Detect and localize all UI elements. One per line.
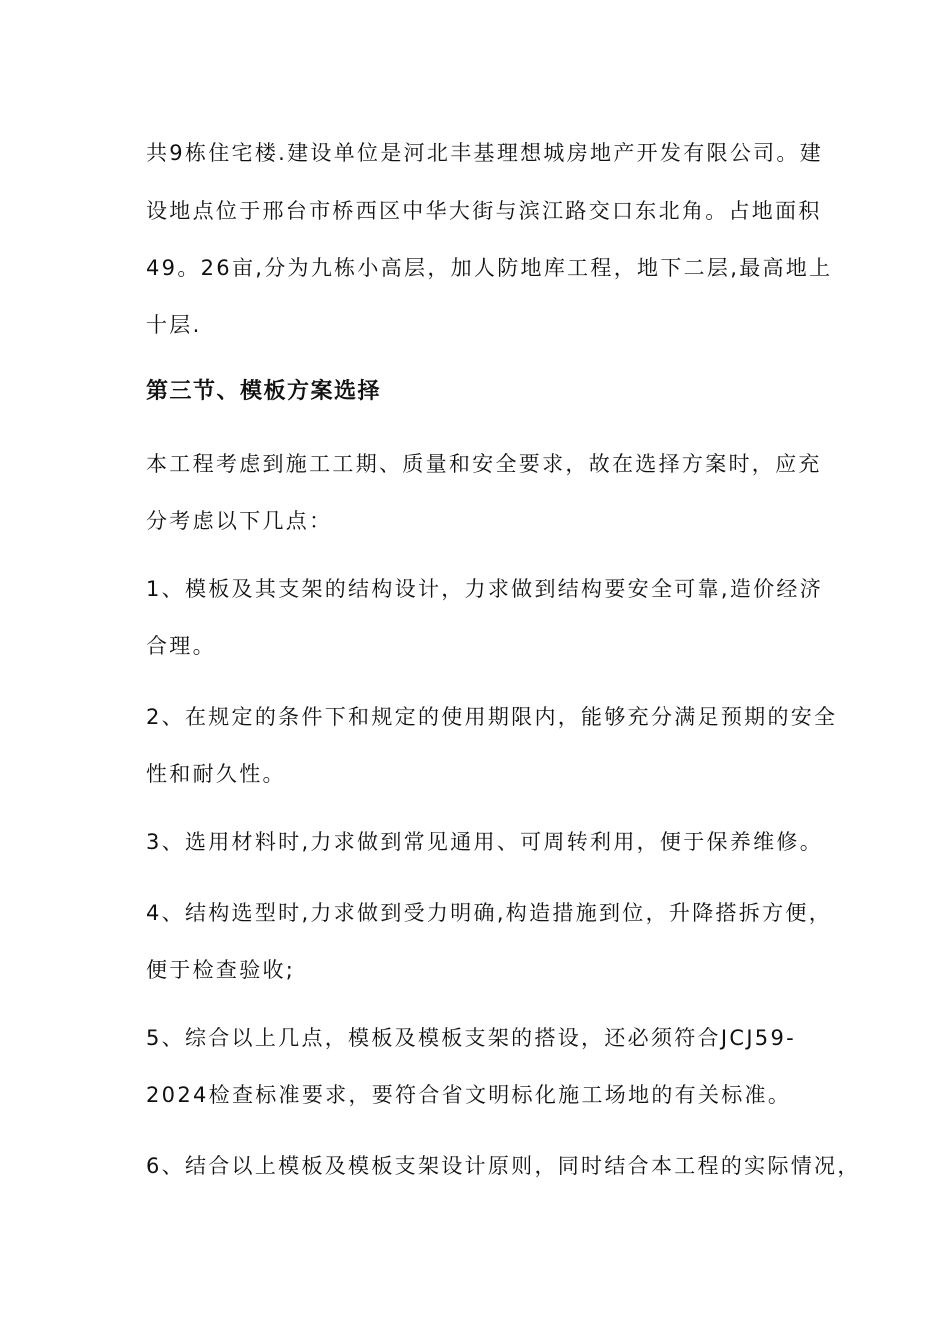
intro-line-2: 设地点位于邢台市桥西区中华大街与滨江路交口东北角。占地面积	[146, 199, 822, 223]
lead-line-1: 本工程考虑到施工工期、质量和安全要求，故在选择方案时，应充	[146, 452, 822, 476]
item-2-line-1: 2、在规定的条件下和规定的使用期限内，能够充分满足预期的安全	[146, 705, 838, 729]
intro-line-3: 49。26亩,分为九栋小高层，加人防地库工程，地下二层,最高地上	[146, 256, 833, 280]
item-3-line-1: 3、选用材料时,力求做到常见通用、可周转利用，便于保养维修。	[146, 830, 824, 854]
item-1-line-2: 合理。	[146, 634, 216, 658]
item-1-line-1: 1、模板及其支架的结构设计，力求做到结构要安全可靠,造价经济	[146, 577, 824, 601]
item-5-line-1: 5、综合以上几点，模板及模板支架的搭设，还必须符合JCJ59-	[146, 1026, 797, 1050]
item-4-line-2: 便于检查验收;	[146, 958, 296, 982]
item-4-line-1: 4、结构选型时,力求做到受力明确,构造措施到位，升降搭拆方便，	[146, 901, 833, 925]
intro-line-1: 共9栋住宅楼.建设单位是河北丰基理想城房地产开发有限公司。建	[146, 141, 824, 165]
item-5-line-2: 2024检查标准要求，要符合省文明标化施工场地的有关标准。	[146, 1083, 792, 1107]
item-6-line-1: 6、结合以上模板及模板支架设计原则，同时结合本工程的实际情况，	[146, 1154, 861, 1178]
lead-line-2: 分考虑以下几点：	[146, 509, 333, 533]
item-2-line-2: 性和耐久性。	[146, 762, 286, 786]
section-title: 第三节、模板方案选择	[146, 379, 382, 404]
intro-line-4: 十层.	[146, 313, 202, 337]
